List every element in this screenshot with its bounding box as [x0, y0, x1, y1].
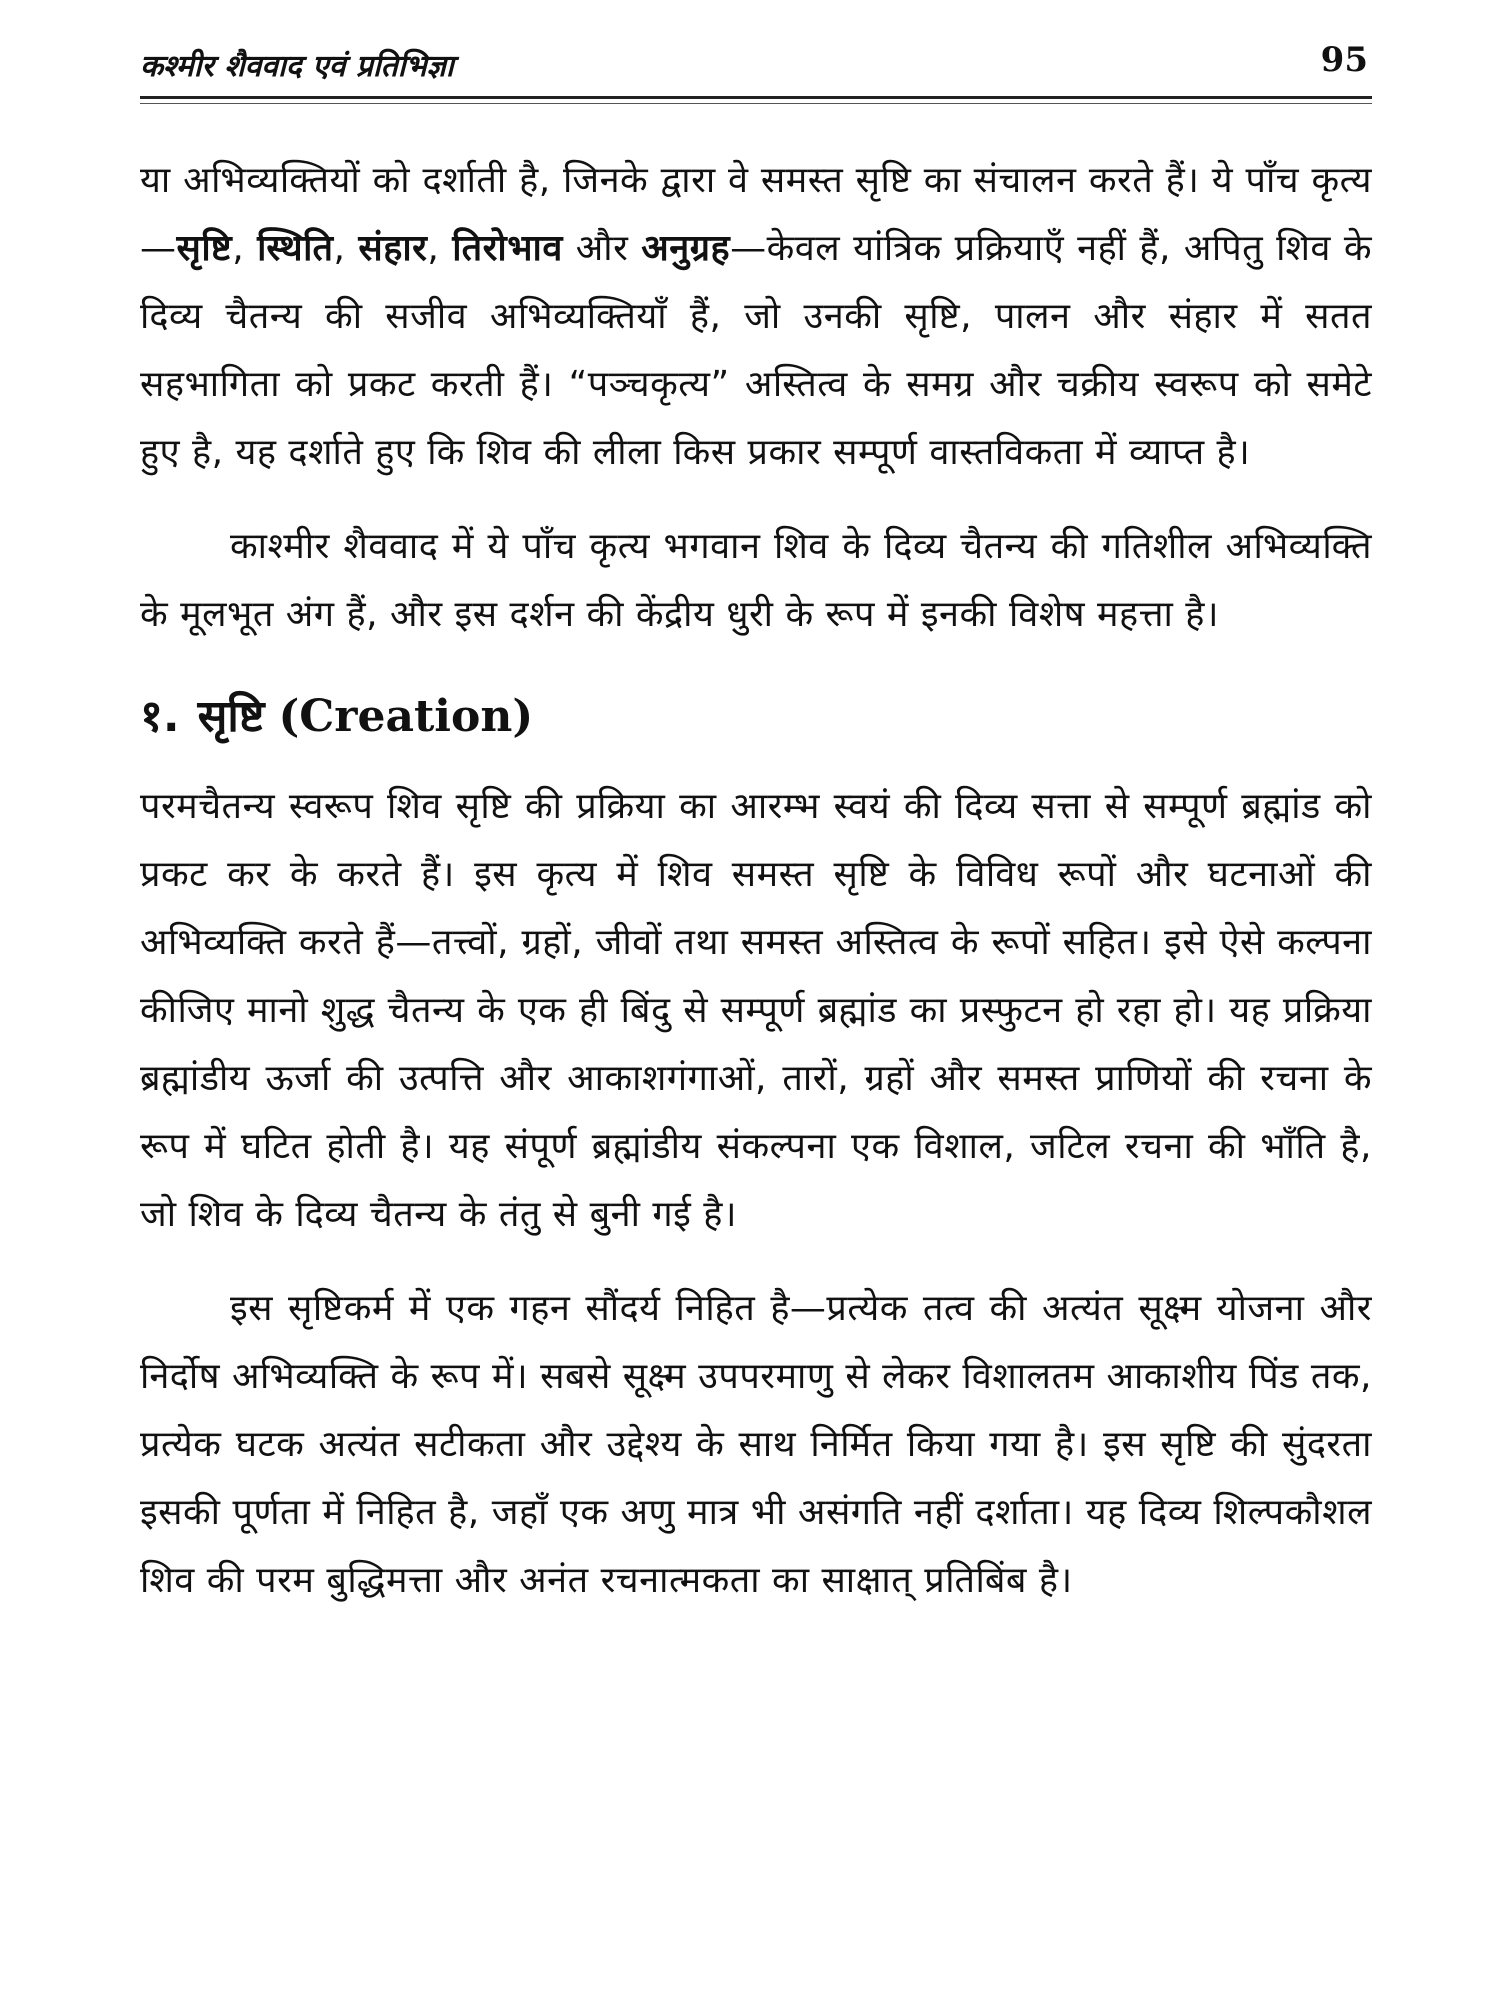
paragraph-text: —केवल यांत्रिक प्रक्रियाएँ नहीं हैं, अपितु शिव के दिव्य चैतन्य की सजीव अभिव्यक्तियाँ हैं, जो उनकी सृष्टि, पालन और संहार में सतत सहभागिता को प्रकट करती हैं। “पञ्चकृत्य” अस्तित्व के समग्र और चक्रीय स्वरूप को समेटे हुए है, यह दर्शाते हुए कि शिव की लीला किस प्रकार सम्पूर्ण वास्तविकता में व्याप्त है। — [140, 228, 1373, 473]
section-title-english: (Creation) — [278, 691, 534, 742]
section-title-hindi: सृष्टि — [197, 691, 265, 742]
section-number: १. — [140, 691, 180, 742]
paragraph-creation-beauty: इस सृष्टिकर्म में एक गहन सौंदर्य निहित है—प्रत्येक तत्व की अत्यंत सूक्ष्म योजना और निर्दोष अभिव्यक्ति के रूप में। सबसे सूक्ष्म उपपरमाणु से लेकर विशालतम आकाशीय पिंड तक, प्रत्येक घटक अत्यंत सटीकता और उद्देश्य के साथ निर्मित किया गया है। इस सृष्टि की सुंदरता इसकी पूर्णता में निहित है, जहाँ एक अणु मात्र भी असंगति नहीं दर्शाता। यह दिव्य शिल्पकौशल शिव की परम बुद्धिमत्ता और अनंत रचनात्मकता का साक्षात् प्रतिबिंब है। — [140, 1288, 1372, 1601]
term-srishti: सृष्टि — [176, 228, 233, 269]
term-samhara: संहार — [358, 228, 428, 269]
paragraph-gap — [140, 487, 1372, 513]
running-header — [140, 36, 1372, 99]
paragraph-summary: काश्मीर शैववाद में ये पाँच कृत्य भगवान शिव के दिव्य चैतन्य की गतिशील अभिव्यक्ति के मूलभूत अंग हैं, और इस दर्शन की केंद्रीय धुरी के रूप में इनकी विशेष महत्ता है। — [140, 526, 1372, 635]
running-header-title: कश्मीर शैववाद एवं प्रतिभिज्ञा — [140, 49, 454, 84]
separator: , — [232, 228, 258, 269]
separator: , — [427, 228, 453, 269]
paragraph-text: और — [562, 228, 642, 269]
separator: , — [333, 228, 359, 269]
paragraph-creation-intro: परमचैतन्य स्वरूप शिव सृष्टि की प्रक्रिया का आरम्भ स्वयं की दिव्य सत्ता से सम्पूर्ण ब्रह्मांड को प्रकट कर के करते हैं। इस कृत्य में शिव समस्त सृष्टि के विविध रूपों और घटनाओं की अभिव्यक्ति करते हैं—तत्त्वों, ग्रहों, जीवों तथा समस्त अस्तित्व के रूपों सहित। इसे ऐसे कल्पना कीजिए मानो शुद्ध चैतन्य के एक ही बिंदु से सम्पूर्ण ब्रह्मांड का प्रस्फुटन हो रहा हो। यह प्रक्रिया ब्रह्मांडीय ऊर्जा की उत्पत्ति और आकाशगंगाओं, तारों, ग्रहों और समस्त प्राणियों की रचना के रूप में घटित होती है। यह संपूर्ण ब्रह्मांडीय संकल्पना एक विशाल, जटिल रचना की भाँति है, जो शिव के दिव्य चैतन्य के तंतु से बुनी गई है। — [140, 786, 1372, 1235]
page-body — [140, 147, 1372, 1615]
paragraph-continuation — [140, 147, 1372, 487]
term-anugraha: अनुग्रह — [641, 228, 731, 269]
paragraph-text: या अभिव्यक्तियों को दर्शाती है, जिनके द्वारा वे समस्त सृष्टि का संचालन करते हैं। ये पाँच कृत्य— — [140, 160, 1372, 269]
page-number: 95 — [1320, 40, 1368, 80]
paragraph-gap — [140, 1249, 1372, 1275]
term-tirobhava: तिरोभाव — [452, 228, 563, 269]
book-page — [140, 36, 1372, 1966]
section-heading — [140, 685, 1372, 749]
term-sthiti: स्थिति — [257, 228, 334, 269]
